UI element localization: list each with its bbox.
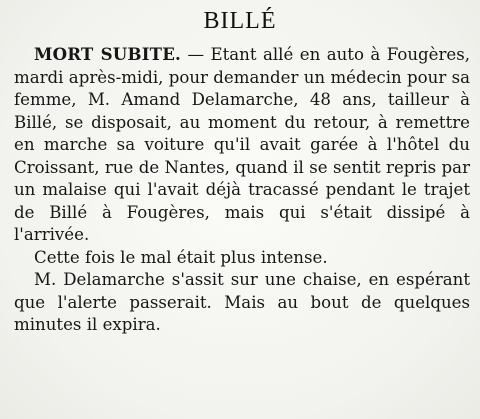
- article-paragraph-1-text: — Etant allé en auto à Fougères, mardi après-midi, pour demander un médecin pour sa femme, M. Amand Delamarche, 48 ans, tailleur à Billé, se disposait, au moment du retour, à remettre en marche sa voiture qu'il avait garée à l'hôtel du Croissant, rue de Nantes, quand il se sentit repris par un malaise qui l'avait déjà tracassé pendant le trajet de Billé à Fougères, mais qui s'était dissipé à l'arrivée.: [14, 45, 470, 244]
- article-paragraph-2: Cette fois le mal était plus intense.: [34, 247, 328, 267]
- article-paragraph-3: M. Delamarche s'assit sur une chaise, en espérant que l'alerte passerait. Mais au bout de quelques minutes il expira.: [14, 270, 470, 334]
- article-lead: MORT SUBITE.: [34, 44, 182, 64]
- section-heading: BILLÉ: [203, 8, 277, 34]
- article-paragraph-1: [14, 43, 470, 247]
- article-body: [14, 43, 470, 337]
